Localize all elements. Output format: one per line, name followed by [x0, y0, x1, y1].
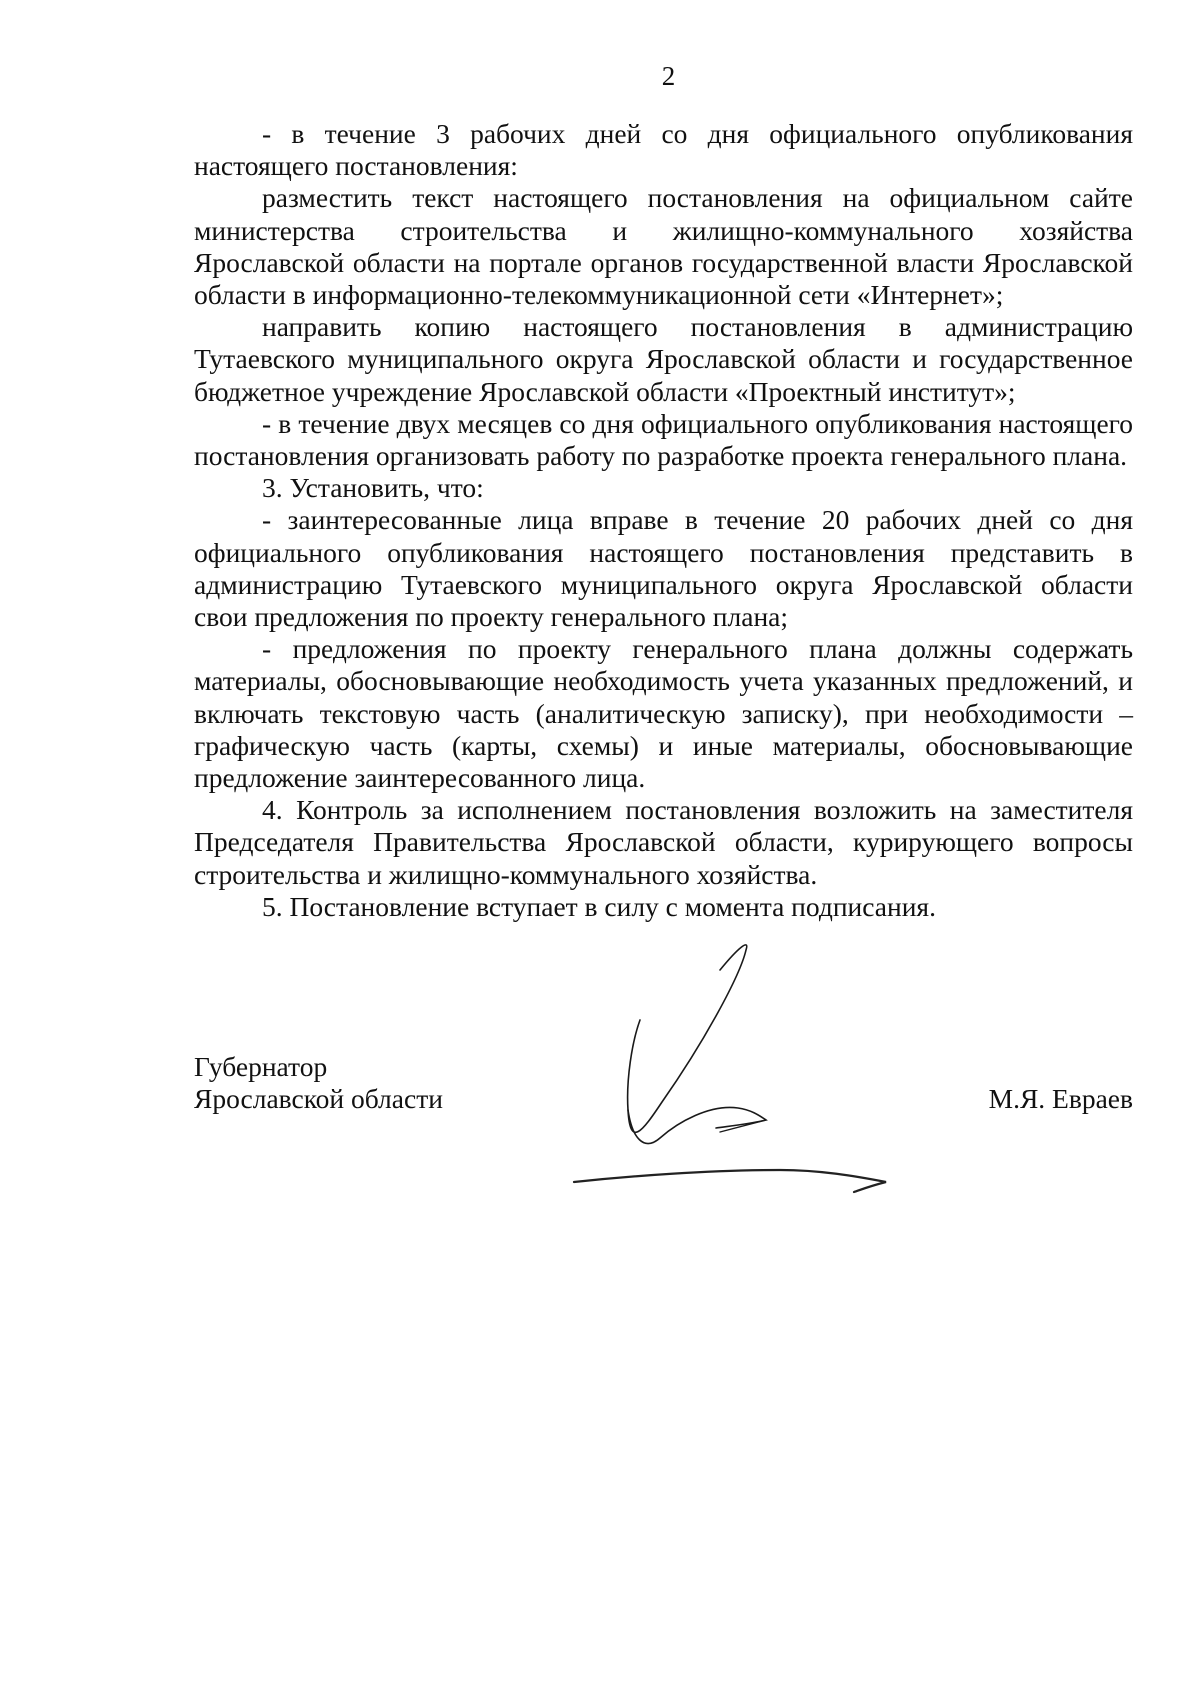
signatory-position: [194, 1051, 443, 1115]
paragraph-item-3-heading: 3. Установить, что:: [262, 472, 484, 504]
signatory-name: М.Я. Евраев: [988, 1083, 1133, 1114]
document-body: [194, 118, 1133, 923]
paragraph-interested-parties: - заинтересованные лица вправе в течение 20 рабочих дней со дня официального опубликования настоящего постановления представить в администрацию Тутаевского муниципального округа Ярославской области свои предложения по проекту генерального плана;: [194, 504, 1133, 633]
signature-block: [194, 1051, 1133, 1131]
page-number: 2: [661, 61, 676, 91]
paragraph-item-5-effective: 5. Постановление вступает в силу с момента подписания.: [262, 890, 936, 922]
signatory-position-line-2: Ярославской области: [194, 1083, 443, 1115]
paragraph-proposal-contents: - предложения по проекту генерального плана должны содержать материалы, обосновывающие необходимость учета указанных предложений, и включать текстовую часть (аналитическую записку), при необходимости – графическую часть (карты, схемы) и иные материалы, обосновывающие предложение заинтересованного лица.: [194, 633, 1133, 794]
paragraph-post-on-website: разместить текст настоящего постановления на официальном сайте министерства строительства и жилищно-коммунального хозяйства Ярославской области на портале органов государственной власти Ярославской области в информационно-телекоммуникационной сети «Интернет»;: [194, 182, 1133, 311]
paragraph-organize-work: - в течение двух месяцев со дня официального опубликования настоящего постановления организовать работу по разработке проекта генерального плана.: [194, 407, 1133, 472]
paragraph-publication-deadline: - в течение 3 рабочих дней со дня официального опубликования настоящего постановления:: [194, 118, 1133, 182]
signatory-position-line-1: Губернатор: [194, 1051, 328, 1082]
paragraph-item-4-control: 4. Контроль за исполнением постановления возложить на заместителя Председателя Правительства Ярославской области, курирующего вопросы строительства и жилищно-коммунального хозяйства.: [194, 794, 1133, 890]
paragraph-send-copy: направить копию настоящего постановления в администрацию Тутаевского муниципального округа Ярославской области и государственное бюджетное учреждение Ярославской области «Проектный институт»;: [194, 311, 1133, 407]
